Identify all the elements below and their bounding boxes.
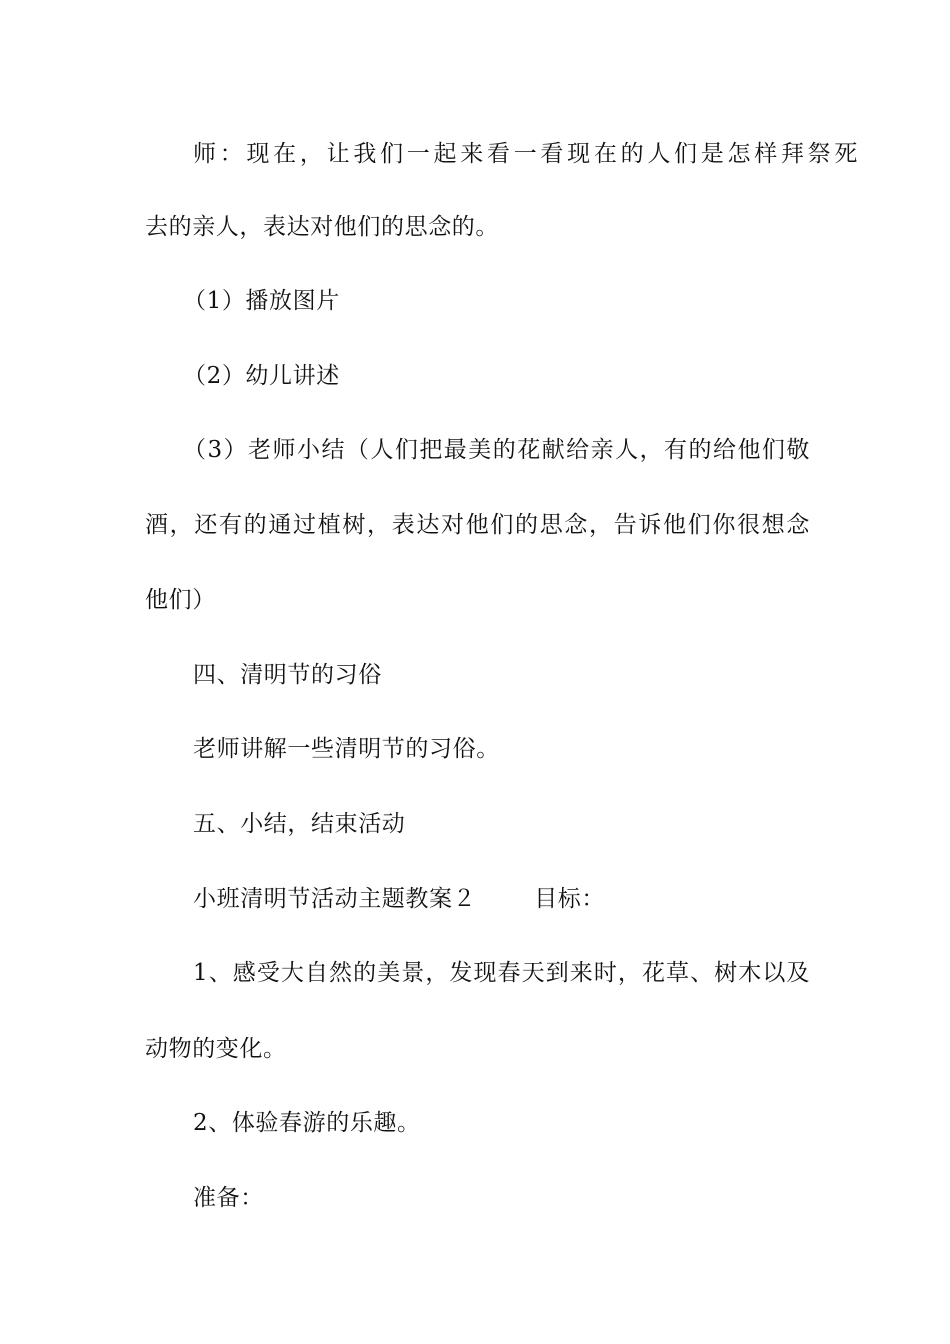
paragraph-line: 1、感受大自然的美景，发现春天到来时，花草、树木以及 [193, 960, 810, 986]
paragraph-line: 他们） [145, 587, 216, 613]
goals-label: 目标： [534, 886, 606, 912]
paragraph-line: 师：现在，让我们一起来看一看现在的人们是怎样拜祭死 [193, 141, 858, 167]
paragraph-line: 去的亲人，表达对他们的思念的。 [145, 214, 499, 240]
section-label: 准备： [193, 1185, 264, 1211]
section-heading: 四、清明节的习俗 [193, 662, 382, 688]
paragraph-line: 酒，还有的通过植树，表达对他们的思念，告诉他们你很想念 [145, 512, 810, 538]
lesson-title: 小班清明节活动主题教案２ [193, 886, 477, 912]
paragraph-line: 2、体验春游的乐趣。 [193, 1110, 421, 1136]
paragraph-line: （3）老师小结（人们把最美的花献给亲人，有的给他们敬 [183, 437, 810, 463]
list-item-line: （1）播放图片 [183, 288, 340, 314]
paragraph-line: 老师讲解一些清明节的习俗。 [193, 736, 500, 762]
lesson-title-line [193, 884, 858, 914]
list-item-line: （2）幼儿讲述 [183, 363, 340, 389]
paragraph-line: 动物的变化。 [145, 1036, 287, 1062]
section-heading: 五、小结，结束活动 [193, 811, 406, 837]
